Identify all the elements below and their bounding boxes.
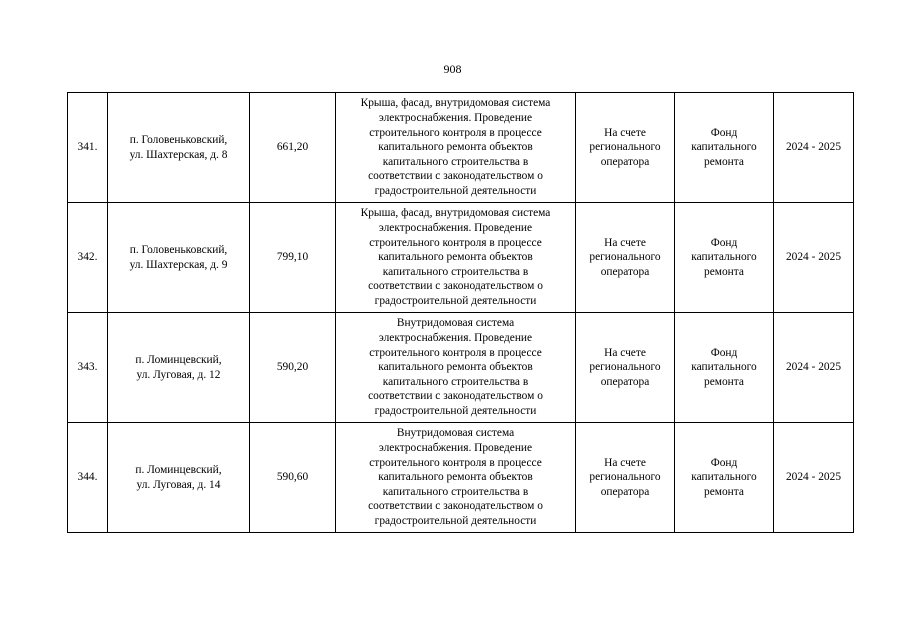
- works-cell-line: Крыша, фасад, внутридомовая система: [360, 207, 551, 220]
- source-cell: [675, 313, 774, 423]
- works-cell-line: строительного контроля в процессе: [369, 126, 542, 139]
- table-row: [68, 313, 854, 423]
- address-cell: [108, 93, 250, 203]
- row-number: 341.: [68, 93, 108, 203]
- address-cell-line: ул. Шахтерская, д. 9: [129, 258, 228, 271]
- account-cell-line: регионального: [589, 251, 661, 264]
- works-cell-line: Внутридомовая система: [396, 427, 515, 440]
- address-cell-line: п. Ломинцевский,: [135, 353, 222, 366]
- works-cell-line: соответствии с законодательством о: [368, 170, 543, 183]
- works-cell-line: капитального строительства в: [382, 265, 529, 278]
- value-cell: 590,20: [250, 313, 336, 423]
- source-cell-line: Фонд: [710, 236, 738, 249]
- address-cell-line: ул. Луговая, д. 12: [136, 368, 221, 381]
- source-cell-line: капитального: [691, 471, 757, 484]
- works-cell-line: капитального ремонта объектов: [378, 471, 533, 484]
- account-cell-line: регионального: [589, 361, 661, 374]
- source-cell: [675, 423, 774, 533]
- row-number: 342.: [68, 203, 108, 313]
- works-cell-line: строительного контроля в процессе: [369, 346, 542, 359]
- works-cell-line: градостроительной деятельности: [374, 184, 537, 197]
- source-cell-line: ремонта: [704, 375, 744, 388]
- value-cell: 799,10: [250, 203, 336, 313]
- table-body: [68, 93, 854, 533]
- works-cell-line: капитального строительства в: [382, 155, 529, 168]
- works-cell-line: соответствии с законодательством о: [368, 390, 543, 403]
- works-cell-line: капитального строительства в: [382, 485, 529, 498]
- works-cell-line: градостроительной деятельности: [374, 404, 537, 417]
- source-cell-line: капитального: [691, 251, 757, 264]
- account-cell-line: регионального: [589, 471, 661, 484]
- address-cell-line: п. Ломинцевский,: [135, 463, 222, 476]
- works-cell-line: градостроительной деятельности: [374, 514, 537, 527]
- account-cell: [576, 93, 675, 203]
- works-cell-line: электроснабжения. Проведение: [378, 442, 533, 455]
- works-cell-line: капитального ремонта объектов: [378, 361, 533, 374]
- works-cell-line: электроснабжения. Проведение: [378, 112, 533, 125]
- account-cell-line: регионального: [589, 141, 661, 154]
- works-cell-line: строительного контроля в процессе: [369, 456, 542, 469]
- account-cell-line: На счете: [604, 236, 646, 249]
- account-cell-line: На счете: [604, 126, 646, 139]
- works-cell-line: электроснабжения. Проведение: [378, 332, 533, 345]
- works-cell: [336, 93, 576, 203]
- source-cell-line: Фонд: [710, 126, 738, 139]
- row-number: 344.: [68, 423, 108, 533]
- works-cell-line: капитального строительства в: [382, 375, 529, 388]
- source-cell-line: капитального: [691, 141, 757, 154]
- page-number: 908: [443, 62, 462, 76]
- works-cell: [336, 313, 576, 423]
- source-cell-line: Фонд: [710, 346, 738, 359]
- address-cell-line: п. Головеньковский,: [129, 133, 228, 146]
- works-cell-line: строительного контроля в процессе: [369, 236, 542, 249]
- value-cell: 661,20: [250, 93, 336, 203]
- account-cell-line: оператора: [600, 155, 650, 168]
- works-table: [67, 92, 854, 533]
- works-cell-line: Внутридомовая система: [396, 317, 515, 330]
- period-cell: 2024 - 2025: [774, 423, 854, 533]
- table-row: [68, 203, 854, 313]
- works-cell-line: капитального ремонта объектов: [378, 141, 533, 154]
- source-cell-line: ремонта: [704, 155, 744, 168]
- source-cell-line: капитального: [691, 361, 757, 374]
- address-cell: [108, 313, 250, 423]
- period-cell: 2024 - 2025: [774, 93, 854, 203]
- address-cell-line: п. Головеньковский,: [129, 243, 228, 256]
- source-cell-line: Фонд: [710, 456, 738, 469]
- table-row: [68, 93, 854, 203]
- address-cell-line: ул. Шахтерская, д. 8: [129, 148, 228, 161]
- row-number: 343.: [68, 313, 108, 423]
- works-cell-line: соответствии с законодательством о: [368, 500, 543, 513]
- works-cell-line: капитального ремонта объектов: [378, 251, 533, 264]
- source-cell: [675, 203, 774, 313]
- account-cell-line: На счете: [604, 456, 646, 469]
- account-cell-line: оператора: [600, 485, 650, 498]
- works-cell-line: соответствии с законодательством о: [368, 280, 543, 293]
- works-cell: [336, 203, 576, 313]
- account-cell: [576, 313, 675, 423]
- source-cell: [675, 93, 774, 203]
- account-cell-line: оператора: [600, 265, 650, 278]
- account-cell-line: оператора: [600, 375, 650, 388]
- source-cell-line: ремонта: [704, 485, 744, 498]
- period-cell: 2024 - 2025: [774, 313, 854, 423]
- address-cell: [108, 423, 250, 533]
- address-cell: [108, 203, 250, 313]
- value-cell: 590,60: [250, 423, 336, 533]
- account-cell: [576, 423, 675, 533]
- works-cell: [336, 423, 576, 533]
- works-cell-line: градостроительной деятельности: [374, 294, 537, 307]
- account-cell-line: На счете: [604, 346, 646, 359]
- works-cell-line: электроснабжения. Проведение: [378, 222, 533, 235]
- address-cell-line: ул. Луговая, д. 14: [136, 478, 221, 491]
- account-cell: [576, 203, 675, 313]
- works-cell-line: Крыша, фасад, внутридомовая система: [360, 97, 551, 110]
- period-cell: 2024 - 2025: [774, 203, 854, 313]
- source-cell-line: ремонта: [704, 265, 744, 278]
- table-row: [68, 423, 854, 533]
